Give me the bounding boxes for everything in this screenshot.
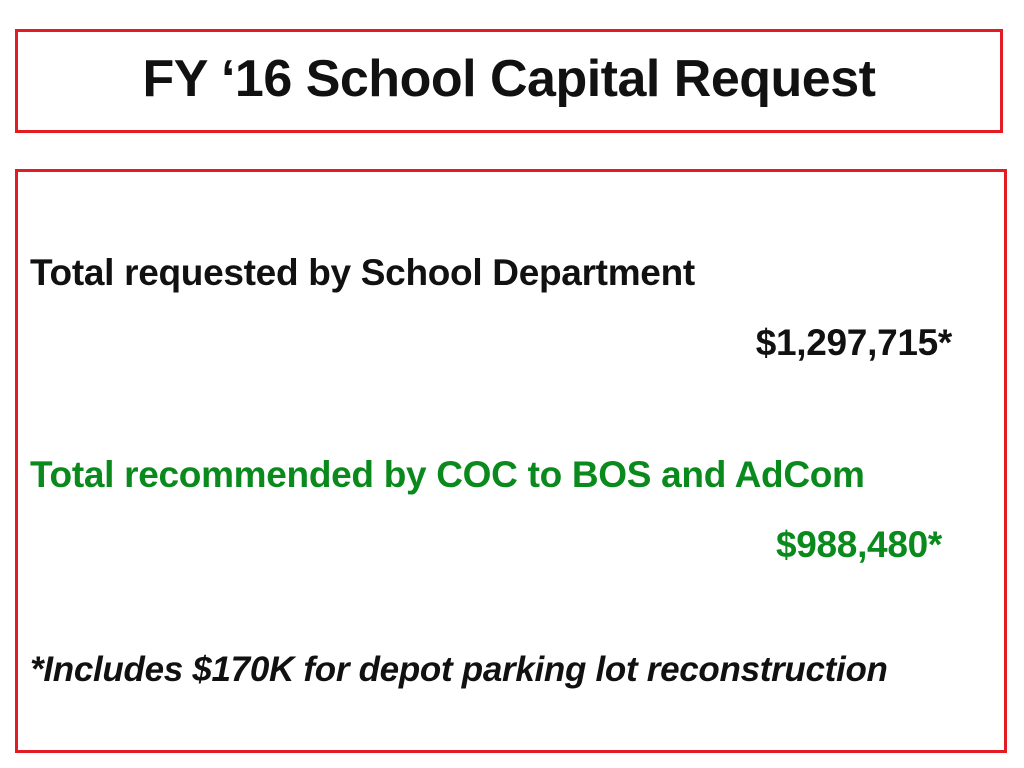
recommended-label: Total recommended by COC to BOS and AdCom: [30, 454, 865, 495]
requested-label: Total requested by School Department: [30, 252, 695, 293]
requested-value: $1,297,715*: [755, 322, 952, 363]
recommended-value: $988,480*: [775, 524, 942, 565]
content-box: [15, 169, 1007, 753]
slide-title: FY ‘16 School Capital Request: [142, 50, 876, 108]
title-box: [15, 29, 1003, 133]
footnote: *Includes $170K for depot parking lot reconstruction: [30, 650, 888, 689]
